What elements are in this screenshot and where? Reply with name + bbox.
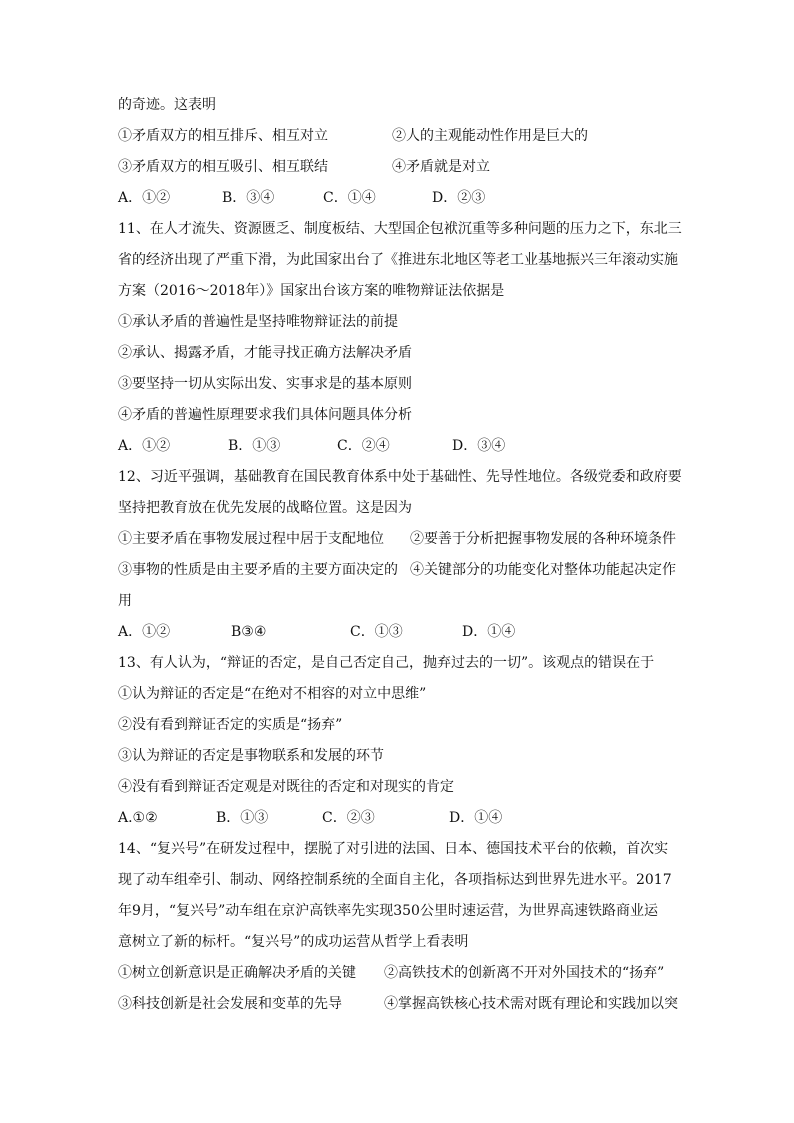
q12-option-d: D．①④ [462, 624, 516, 640]
q14-item-3: ③科技创新是社会发展和变革的先导 [118, 996, 342, 1012]
q11-option-a: A．①② [118, 438, 171, 454]
question-10-items-row-1 [118, 126, 684, 146]
q14-item-2: ②高铁技术的创新离不开对外国技术的“扬弃” [384, 965, 665, 981]
question-14-items-row-1 [118, 963, 684, 983]
q10-item-2: ②人的主观能动性作用是巨大的 [392, 128, 588, 144]
q12-item-1: ①主要矛盾在事物发展过程中居于支配地位 [118, 531, 384, 547]
question-11-stem-line-2: 省的经济出现了严重下滑，为此国家出台了《推进东北地区等老工业基地振兴三年滚动实施 [118, 252, 678, 268]
q12-item-2: ②要善于分析把握事物发展的各种环境条件 [410, 531, 676, 547]
q13-item-1: ①认为辩证的否定是“在绝对不相容的对立中思维” [118, 686, 427, 702]
q11-item-4: ④矛盾的普遍性原理要求我们具体问题具体分析 [118, 407, 412, 423]
question-12-items-row-2 [118, 560, 684, 580]
q12-item-4-wrap: 用 [118, 593, 132, 609]
q11-item-3: ③要坚持一切从实际出发、实事求是的基本原则 [118, 376, 412, 392]
q12-option-c: C．①③ [350, 624, 403, 640]
q14-item-1: ①树立创新意识是正确解决矛盾的关键 [118, 965, 356, 981]
question-11-stem-line-3: 方案（2016～2018年）》国家出台该方案的唯物辩证法依据是 [118, 283, 505, 299]
q13-option-a: A.①② [118, 810, 158, 826]
question-10-items-row-2 [118, 157, 684, 177]
q12-option-b: B③④ [231, 624, 267, 640]
question-12-stem-line-1: 12、习近平强调，基础教育在国民教育体系中处于基础性、先导性地位。各级党委和政府要 [118, 469, 682, 485]
q11-item-2: ②承认、揭露矛盾，才能寻找正确方法解决矛盾 [118, 345, 412, 361]
question-13-stem-line-1: 13、有人认为，“辩证的否定，是自己否定自己，抛弃过去的一切”。该观点的错误在于 [118, 655, 655, 671]
q13-option-c: C．②③ [322, 810, 375, 826]
q10-option-a: A．①② [118, 190, 171, 206]
q13-item-2: ②没有看到辩证否定的实质是“扬弃” [118, 717, 343, 733]
q10-option-c: C．①④ [323, 190, 376, 206]
q13-item-4: ④没有看到辩证否定观是对既往的否定和对现实的肯定 [118, 779, 454, 795]
question-10-stem-tail: 的奇迹。这表明 [118, 97, 216, 113]
q11-option-c: C．②④ [337, 438, 390, 454]
question-14-stem-line-2: 现了动车组牵引、制动、网络控制系统的全面自主化，各项指标达到世界先进水平。2017 [118, 872, 672, 888]
question-10-options [118, 188, 684, 208]
question-11-stem-line-1: 11、在人才流失、资源匮乏、制度板结、大型国企包袱沉重等多种问题的压力之下，东北三 [118, 221, 682, 237]
q13-item-3: ③认为辩证的否定是事物联系和发展的环节 [118, 748, 384, 764]
question-12-options [118, 622, 684, 642]
question-12-items-row-1 [118, 529, 684, 549]
q11-item-1: ①承认矛盾的普遍性是坚持唯物辩证法的前提 [118, 314, 398, 330]
question-14-stem-line-3: 年9月，“复兴号”动车组在京沪高铁率先实现350公里时速运营，为世界高速铁路商业运 [118, 903, 658, 919]
q13-option-d: D．①④ [449, 810, 503, 826]
question-14-items-row-2 [118, 994, 684, 1014]
q10-item-3: ③矛盾双方的相互吸引、相互联结 [118, 159, 328, 175]
q13-option-b: B．①③ [216, 810, 269, 826]
question-13-options [118, 808, 684, 828]
question-14-stem-line-4: 意树立了新的标杆。“复兴号”的成功运营从哲学上看表明 [118, 934, 469, 950]
q10-item-1: ①矛盾双方的相互排斥、相互对立 [118, 128, 328, 144]
question-12-stem-line-2: 坚持把教育放在优先发展的战略位置。这是因为 [118, 500, 412, 516]
q10-option-d: D．②③ [432, 190, 486, 206]
q12-item-3: ③事物的性质是由主要矛盾的主要方面决定的 [118, 562, 398, 578]
q12-option-a: A．①② [118, 624, 171, 640]
q12-item-4: ④关键部分的功能变化对整体功能起决定作 [410, 562, 676, 578]
q10-option-b: B．③④ [222, 190, 275, 206]
q10-item-4: ④矛盾就是对立 [392, 159, 490, 175]
q14-item-4: ④掌握高铁核心技术需对既有理论和实践加以突 [384, 996, 678, 1012]
q11-option-d: D．③④ [452, 438, 506, 454]
q11-option-b: B．①③ [228, 438, 281, 454]
exam-page [118, 95, 684, 1014]
question-14-stem-line-1: 14、“复兴号”在研发过程中，摆脱了对引进的法国、日本、德国技术平台的依赖，首次实 [118, 841, 669, 857]
question-11-options [118, 436, 684, 456]
